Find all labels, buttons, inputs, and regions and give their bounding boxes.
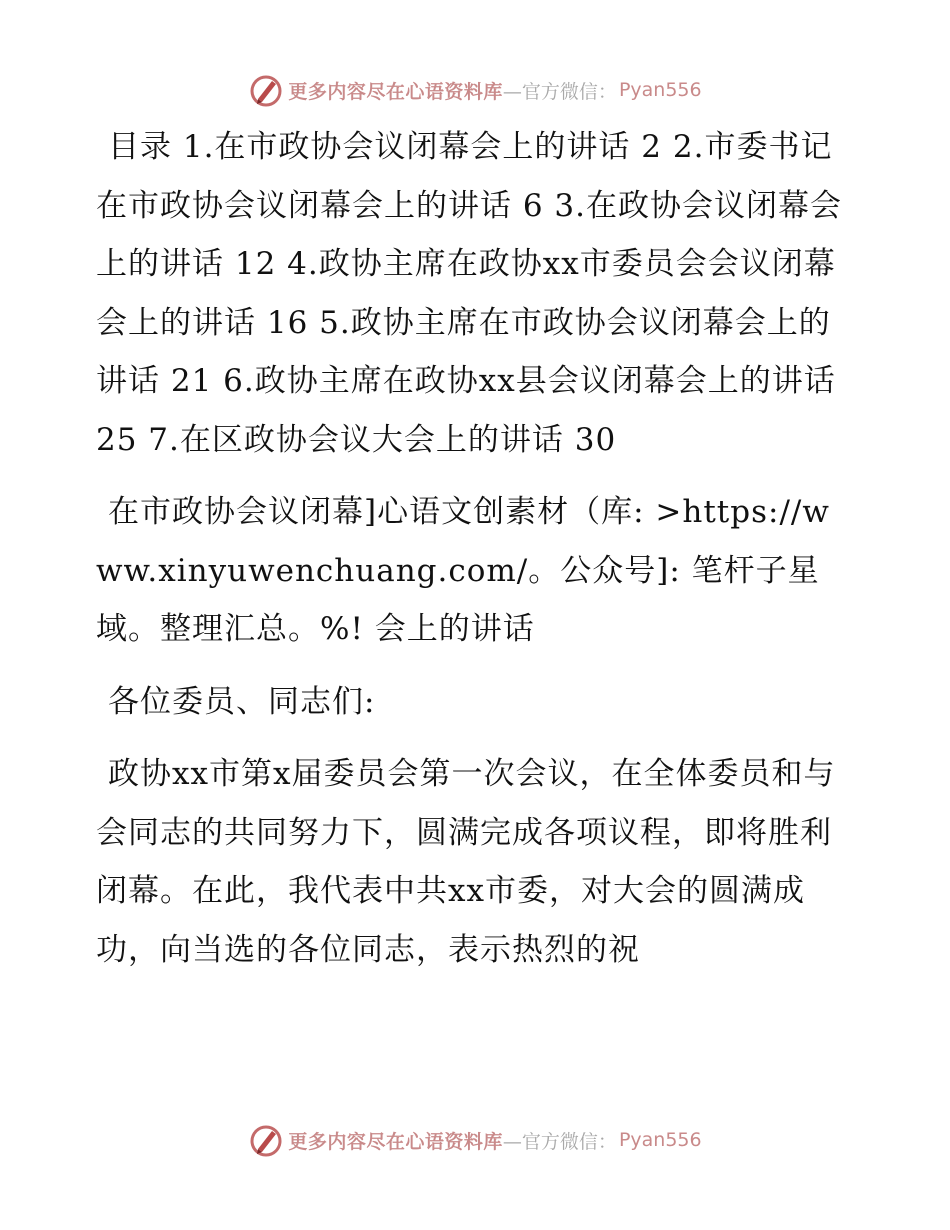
banner-official-text: —官方微信：	[502, 1130, 617, 1153]
banner-wechat-id: Pyan556	[618, 79, 702, 101]
document-body	[96, 118, 856, 993]
banner-main-text: 更多内容尽在心语资料库	[288, 1130, 503, 1153]
banner-wechat-id: Pyan556	[618, 1129, 702, 1151]
pen-circle-logo-icon	[248, 1122, 284, 1158]
table-of-contents-paragraph: 目录 1.在市政协会议闭幕会上的讲话 2 2.市委书记在市政协会议闭幕会上的讲话 6 3.在政协会议闭幕会上的讲话 12 4.政协主席在政协xx市委员会会议闭幕会上的讲话 16 5.政协主席在市政协会议闭幕会上的讲话 21 6.政协主席在政协xx县会议闭幕会上的讲话 25 7.在区政协会议大会上的讲话 30	[96, 129, 843, 458]
banner-main-text: 更多内容尽在心语资料库	[288, 80, 503, 103]
footer-banner	[0, 1120, 950, 1160]
speech-title-paragraph: 在市政协会议闭幕]心语文创素材（库: >https://www.xinyuwenchuang.com/。公众号]: 笔杆子星域。整理汇总。%! 会上的讲话	[96, 494, 830, 647]
salutation-paragraph: 各位委员、同志们:	[108, 683, 376, 720]
banner-official-text: —官方微信：	[502, 80, 617, 103]
body-paragraph: 政协xx市第x届委员会第一次会议，在全体委员和与会同志的共同努力下，圆满完成各项议程，即将胜利闭幕。在此，我代表中共xx市委，对大会的圆满成功，向当选的各位同志，表示热烈的祝	[96, 756, 836, 968]
pen-circle-logo-icon	[248, 72, 284, 108]
header-banner	[0, 70, 950, 110]
